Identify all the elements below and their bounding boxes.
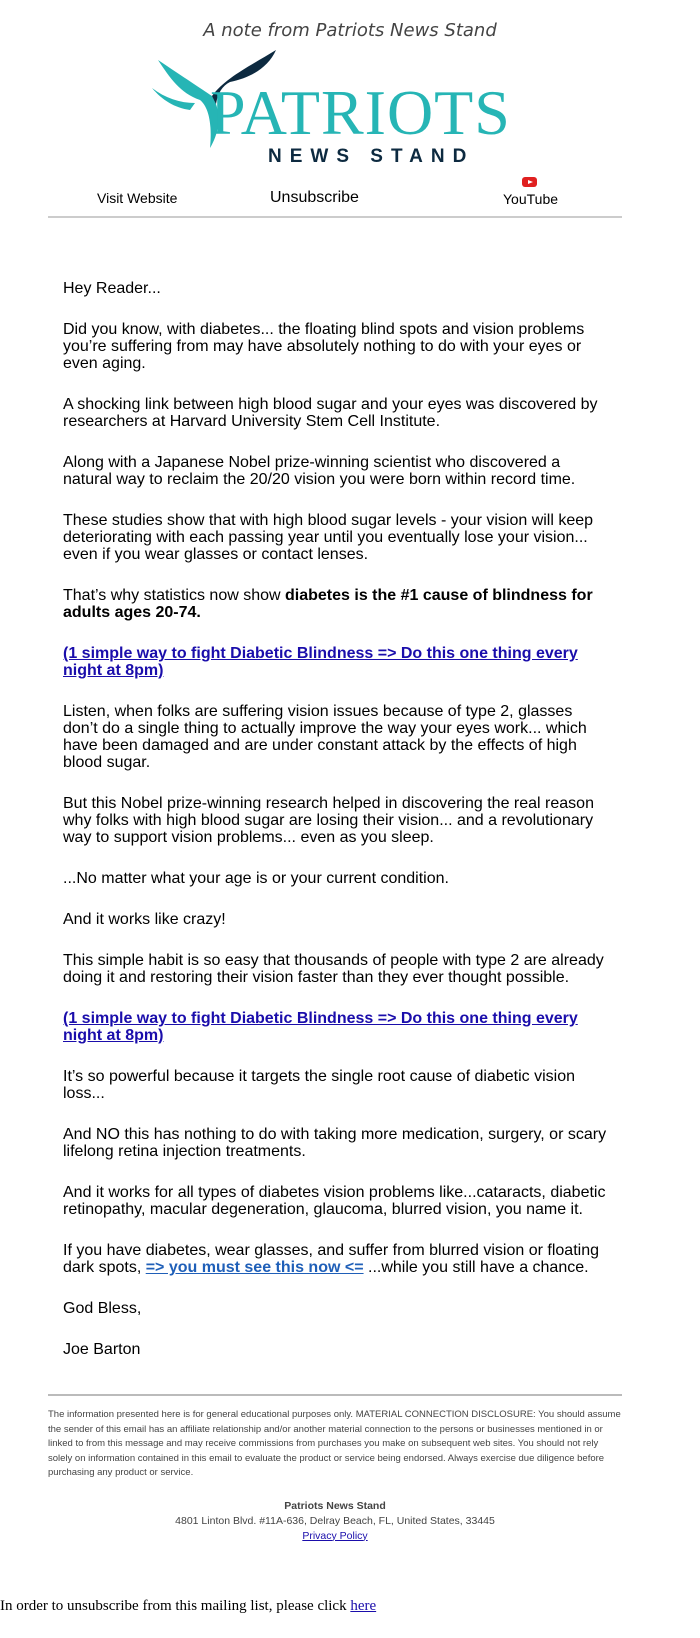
paragraph: Did you know, with diabetes... the floating blind spots and vision problems you’re suffering from may have absolutely nothing to do with your eyes or even aging.: [63, 321, 585, 372]
logo: [150, 48, 550, 168]
unsubscribe-text: In order to unsubscribe from this mailing list, please click: [0, 1598, 351, 1614]
email-body: [48, 218, 622, 1358]
sign-off: God Bless,: [63, 1300, 142, 1317]
privacy-policy-link[interactable]: Privacy Policy: [302, 1529, 368, 1542]
tagline: A note from Patriots News Stand: [203, 20, 497, 41]
unsubscribe-link[interactable]: Unsubscribe: [270, 189, 359, 206]
paragraph: And it works for all types of diabetes vision problems like...cataracts, diabetic retinopathy, macular degeneration, glaucoma, blurred vision, you name it.: [63, 1184, 606, 1218]
text: ...while you still have a chance.: [363, 1259, 589, 1276]
offer-link-3[interactable]: => you must see this now <=: [145, 1259, 364, 1276]
text: That’s why statistics now show: [63, 587, 286, 604]
paragraph: A shocking link between high blood sugar and your eyes was discovered by researchers at Harvard University Stem Cell Institute.: [63, 396, 598, 430]
footer-address-block: [48, 1499, 622, 1544]
paragraph: These studies show that with high blood sugar levels - your vision will keep deteriorating with each passing year until you eventually lose your vision... even if you wear glasses or contact lenses.: [63, 512, 594, 563]
offer-link-2[interactable]: (1 simple way to fight Diabetic Blindness => Do this one thing every night at 8pm): [63, 1010, 578, 1044]
greeting: Hey Reader...: [63, 280, 161, 297]
bold-text: diabetes is the #1 cause of blindness for adults ages 20-74.: [63, 587, 593, 621]
disclaimer: The information presented here is for general educational purposes only. MATERIAL CONNECTION DISCLOSURE: You should assume the sender of this email has an affiliate relationship and/or another material connection to the persons or businesses mentioned in or linked to from this message and may receive commissions from purchases you make on subsequent web sites. You should not rely solely on information contained in this email to evaluate the product or service being endorsed. Always exercise due diligence before purchasing any product or service.: [48, 1409, 621, 1478]
visit-website-link[interactable]: Visit Website: [97, 190, 178, 206]
paragraph: And it works like crazy!: [63, 911, 226, 928]
paragraph: Along with a Japanese Nobel prize-winning scientist who discovered a natural way to reclaim the 20/20 vision you were born within record time.: [63, 454, 576, 488]
signature: Joe Barton: [63, 1341, 141, 1358]
company-name: Patriots News Stand: [284, 1499, 386, 1512]
footer-divider: [48, 1394, 622, 1396]
paragraph: [63, 587, 607, 621]
paragraph: [63, 1242, 607, 1276]
paragraph: ...No matter what your age is or your current condition.: [63, 870, 449, 887]
unsubscribe-notice: [0, 1598, 376, 1615]
address: 4801 Linton Blvd. #11A-636, Delray Beach, FL, United States, 33445: [175, 1514, 495, 1527]
nav-bar: [48, 168, 622, 218]
logo-subtext: NEWS STAND: [268, 146, 475, 167]
paragraph: This simple habit is so easy that thousands of people with type 2 are already doing it and restoring their vision faster than they ever thought possible.: [63, 952, 604, 986]
text: If you have diabetes, wear glasses, and suffer from blurred vision or floating dark spots,: [63, 1242, 599, 1276]
paragraph: And NO this has nothing to do with taking more medication, surgery, or scary lifelong retina injection treatments.: [63, 1126, 607, 1160]
logo-text: PATRIOTS: [210, 77, 511, 148]
youtube-icon[interactable]: [522, 177, 537, 187]
offer-link-1[interactable]: (1 simple way to fight Diabetic Blindness => Do this one thing every night at 8pm): [63, 645, 578, 679]
unsubscribe-here-link[interactable]: here: [350, 1598, 377, 1614]
paragraph: But this Nobel prize-winning research helped in discovering the real reason why folks with high blood sugar are losing their vision... and a revolutionary way to support vision problems... even as you sleep.: [63, 795, 594, 846]
email-container: [48, 0, 622, 1544]
paragraph: Listen, when folks are suffering vision issues because of type 2, glasses don’t do a single thing to actually improve the way your eyes work... which have been damaged and are under constant attack by the effects of high blood sugar.: [63, 703, 587, 771]
youtube-link[interactable]: YouTube: [503, 191, 559, 207]
paragraph: It’s so powerful because it targets the single root cause of diabetic vision loss...: [63, 1068, 575, 1102]
